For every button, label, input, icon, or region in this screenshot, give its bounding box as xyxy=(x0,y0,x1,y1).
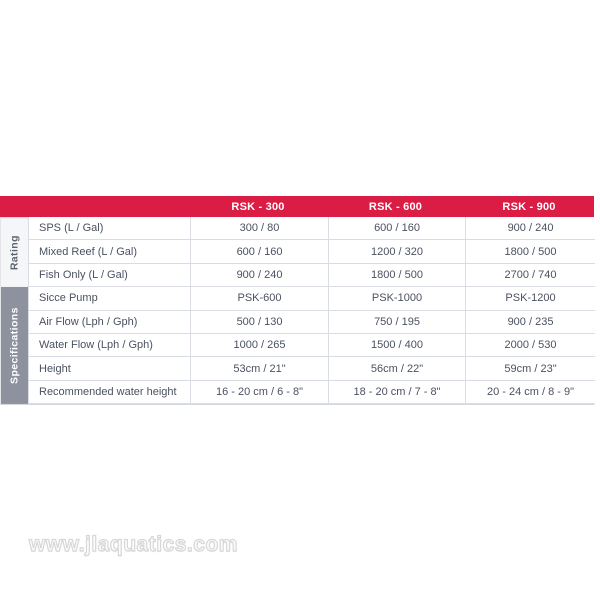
row-label-sicce-pump: Sicce Pump xyxy=(28,287,190,310)
cell-mixed-reef-rsk900: 1800 / 500 xyxy=(465,240,595,263)
cell-height-rsk900: 59cm / 23" xyxy=(465,357,595,380)
cell-sicce-pump-rsk600: PSK-1000 xyxy=(328,287,465,310)
section-label-rating: Rating xyxy=(1,217,28,287)
cell-water-flow-rsk900: 2000 / 530 xyxy=(465,334,595,357)
table-header-row xyxy=(0,196,594,217)
cell-air-flow-rsk600: 750 / 195 xyxy=(328,311,465,334)
cell-air-flow-rsk300: 500 / 130 xyxy=(190,311,328,334)
cell-water-flow-rsk600: 1500 / 400 xyxy=(328,334,465,357)
section-label-specifications: Specifications xyxy=(1,287,28,404)
cell-sps-rsk900: 900 / 240 xyxy=(465,217,595,240)
cell-mixed-reef-rsk600: 1200 / 320 xyxy=(328,240,465,263)
cell-sps-rsk600: 600 / 160 xyxy=(328,217,465,240)
cell-air-flow-rsk900: 900 / 235 xyxy=(465,311,595,334)
header-spacer xyxy=(0,196,189,217)
cell-rec-water-height-rsk900: 20 - 24 cm / 8 - 9" xyxy=(465,381,595,404)
row-label-recommended-water-height: Recommended water height xyxy=(28,381,190,404)
cell-sps-rsk300: 300 / 80 xyxy=(190,217,328,240)
row-label-air-flow: Air Flow (Lph / Gph) xyxy=(28,311,190,334)
spec-table xyxy=(0,196,594,405)
cell-height-rsk600: 56cm / 22" xyxy=(328,357,465,380)
cell-sicce-pump-rsk300: PSK-600 xyxy=(190,287,328,310)
column-header-rsk-300: RSK - 300 xyxy=(231,200,285,213)
row-label-sps: SPS (L / Gal) xyxy=(28,217,190,240)
row-label-fish-only: Fish Only (L / Gal) xyxy=(28,264,190,287)
cell-sicce-pump-rsk900: PSK-1200 xyxy=(465,287,595,310)
cell-fish-only-rsk600: 1800 / 500 xyxy=(328,264,465,287)
row-label-water-flow: Water Flow (Lph / Gph) xyxy=(28,334,190,357)
cell-mixed-reef-rsk300: 600 / 160 xyxy=(190,240,328,263)
cell-water-flow-rsk300: 1000 / 265 xyxy=(190,334,328,357)
column-header-rsk-900: RSK - 900 xyxy=(502,200,556,213)
table-body xyxy=(0,217,594,405)
cell-rec-water-height-rsk600: 18 - 20 cm / 7 - 8" xyxy=(328,381,465,404)
cell-fish-only-rsk300: 900 / 240 xyxy=(190,264,328,287)
row-label-height: Height xyxy=(28,357,190,380)
cell-rec-water-height-rsk300: 16 - 20 cm / 6 - 8" xyxy=(190,381,328,404)
cell-height-rsk300: 53cm / 21" xyxy=(190,357,328,380)
row-label-mixed-reef: Mixed Reef (L / Gal) xyxy=(28,240,190,263)
column-header-rsk-600: RSK - 600 xyxy=(368,200,423,213)
cell-fish-only-rsk900: 2700 / 740 xyxy=(465,264,595,287)
watermark-text: www.jlaquatics.com xyxy=(29,533,238,556)
